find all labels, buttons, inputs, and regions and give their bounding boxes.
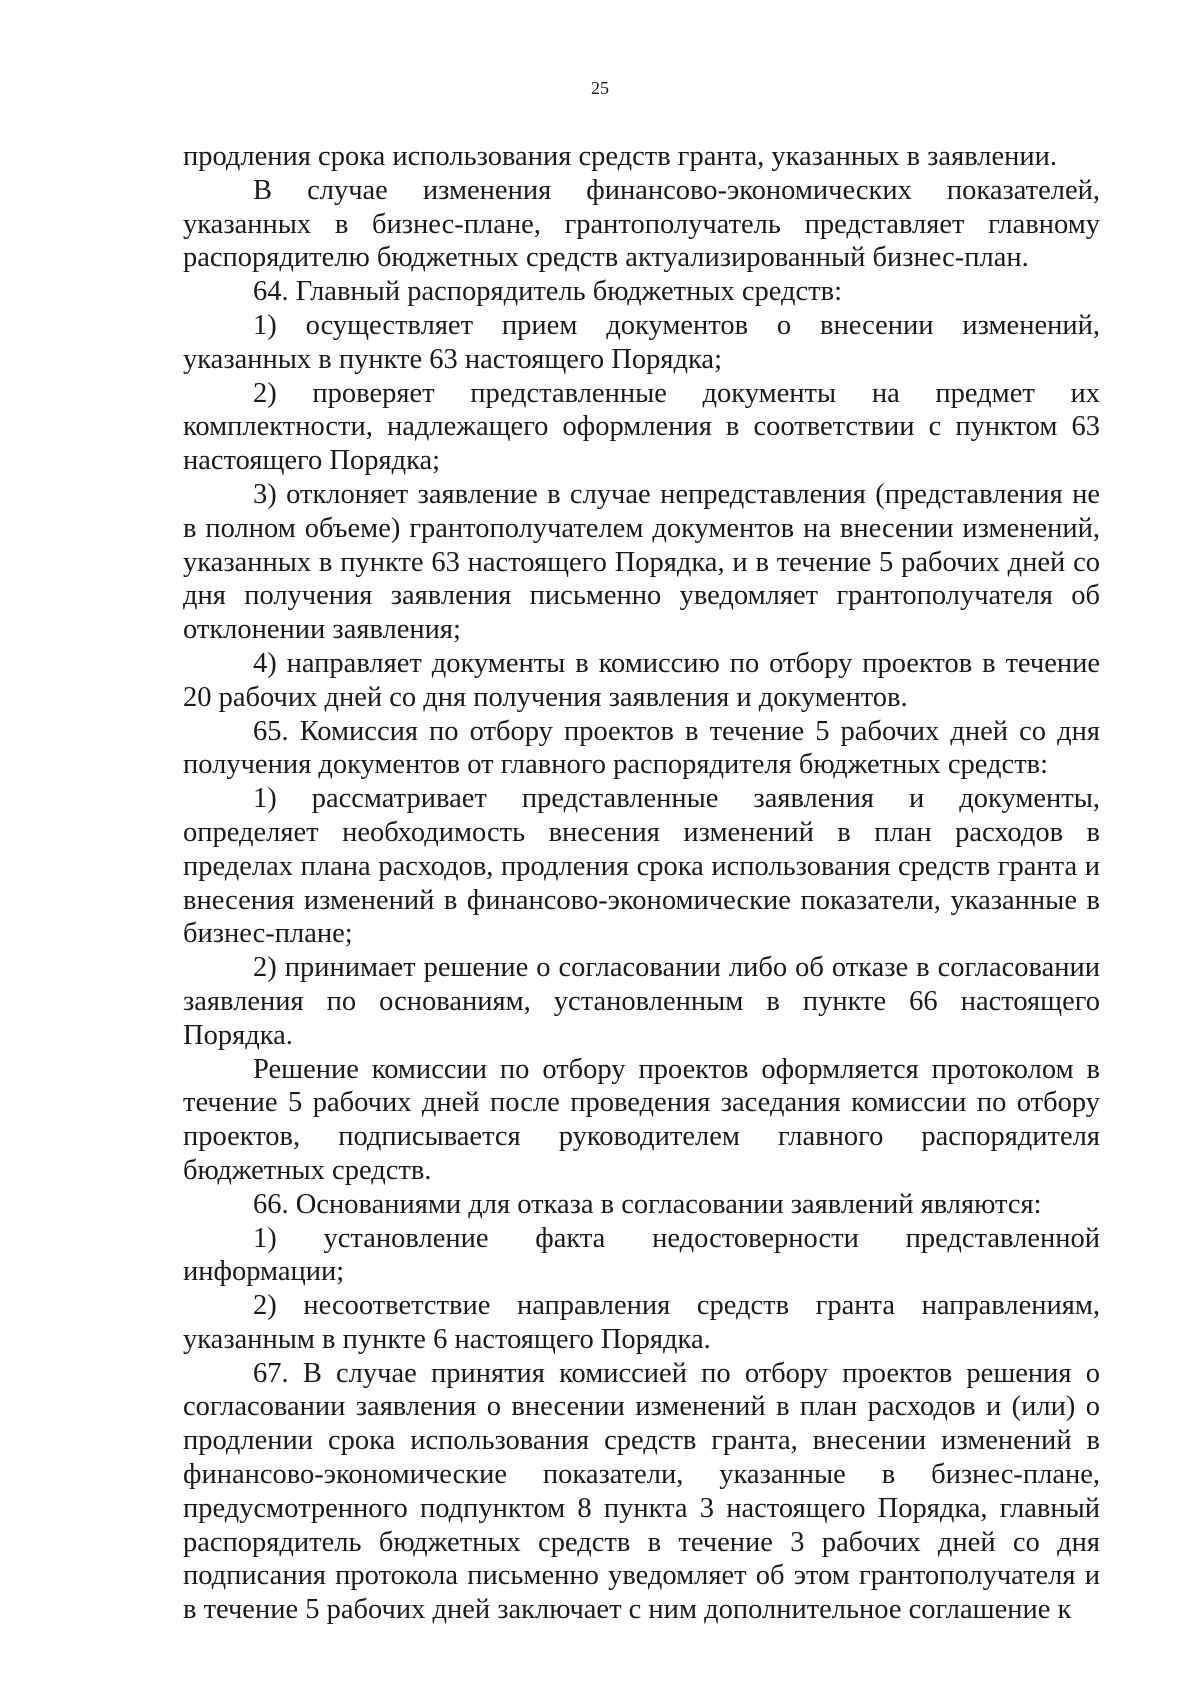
paragraph-64-item-2: 2) проверяет представленные документы на предмет их комплектности, надлежащего оформления в соответствии с пунктом 63 настоящего Порядка; — [183, 377, 1100, 477]
paragraph-64-item-4: 4) направляет документы в комиссию по отбору проектов в течение 20 рабочих дней со дня получения заявления и документов. — [183, 647, 1100, 713]
paragraph-continuation: продления срока использования средств гранта, указанных в заявлении. — [183, 141, 1058, 172]
document-body — [183, 140, 1100, 1627]
paragraph-64-item-1: 1) осуществляет прием документов о внесении изменений, указанных в пункте 63 настоящего Порядка; — [183, 309, 1100, 375]
paragraph-66-item-2: 2) несоответствие направления средств гранта направлениям, указанным в пункте 6 настоящего Порядка. — [183, 1290, 1100, 1355]
paragraph-65-item-2: 2) принимает решение о согласовании либо об отказе в согласовании заявления по основаниям, установленным в пункте 66 настоящего Порядка. — [183, 952, 1100, 1051]
paragraph-64-heading: 64. Главный распорядитель бюджетных средств: — [253, 276, 842, 308]
paragraph-66-heading: 66. Основаниями для отказа в согласовании заявлений являются: — [253, 1188, 1042, 1220]
paragraph-67: 67. В случае принятия комиссией по отбору проектов решения о согласовании заявления о внесении изменений в план расходов и (или) о продлении срока использования средств гранта, внесении изменений в финансово-экономические показатели, указанные в бизнес-плане, предусмотренного подпунктом 8 пункта 3 настоящего Порядка, главный распорядитель бюджетных средств в течение 3 рабочих дней со дня подписания протокола письменно уведомляет об этом грантополучателя и в течение 5 рабочих дней заключает с ним дополнительное соглашение к — [183, 1357, 1100, 1626]
paragraph-business-plan-update: В случае изменения финансово-экономических показателей, указанных в бизнес-плане, грантополучатель представляет главному распорядителю бюджетных средств актуализированный бизнес-план. — [183, 174, 1100, 274]
paragraph-64-item-3: 3) отклоняет заявление в случае непредставления (представления не в полном объеме) грантополучателем документов на внесении изменений, указанных в пункте 63 настоящего Порядка, и в течение 5 рабочих дней со дня получения заявления письменно уведомляет грантополучателя об отклонении заявления; — [183, 478, 1100, 646]
paragraph-commission-decision: Решение комиссии по отбору проектов оформляется протоколом в течение 5 рабочих дней после проведения заседания комиссии по отбору проектов, подписывается руководителем главного распорядителя бюджетных средств. — [183, 1053, 1100, 1186]
paragraph-65-heading: 65. Комиссия по отбору проектов в течение 5 рабочих дней со дня получения документов от главного распорядителя бюджетных средств: — [183, 715, 1100, 781]
page-number: 25 — [591, 78, 609, 98]
paragraph-65-item-1: 1) рассматривает представленные заявления и документы, определяет необходимость внесения изменений в план расходов в пределах плана расходов, продления срока использования средств гранта и внесения изменений в финансово-экономические показатели, указанные в бизнес-плане; — [183, 783, 1100, 950]
paragraph-66-item-1: 1) установление факта недостоверности представленной информации; — [183, 1222, 1100, 1288]
